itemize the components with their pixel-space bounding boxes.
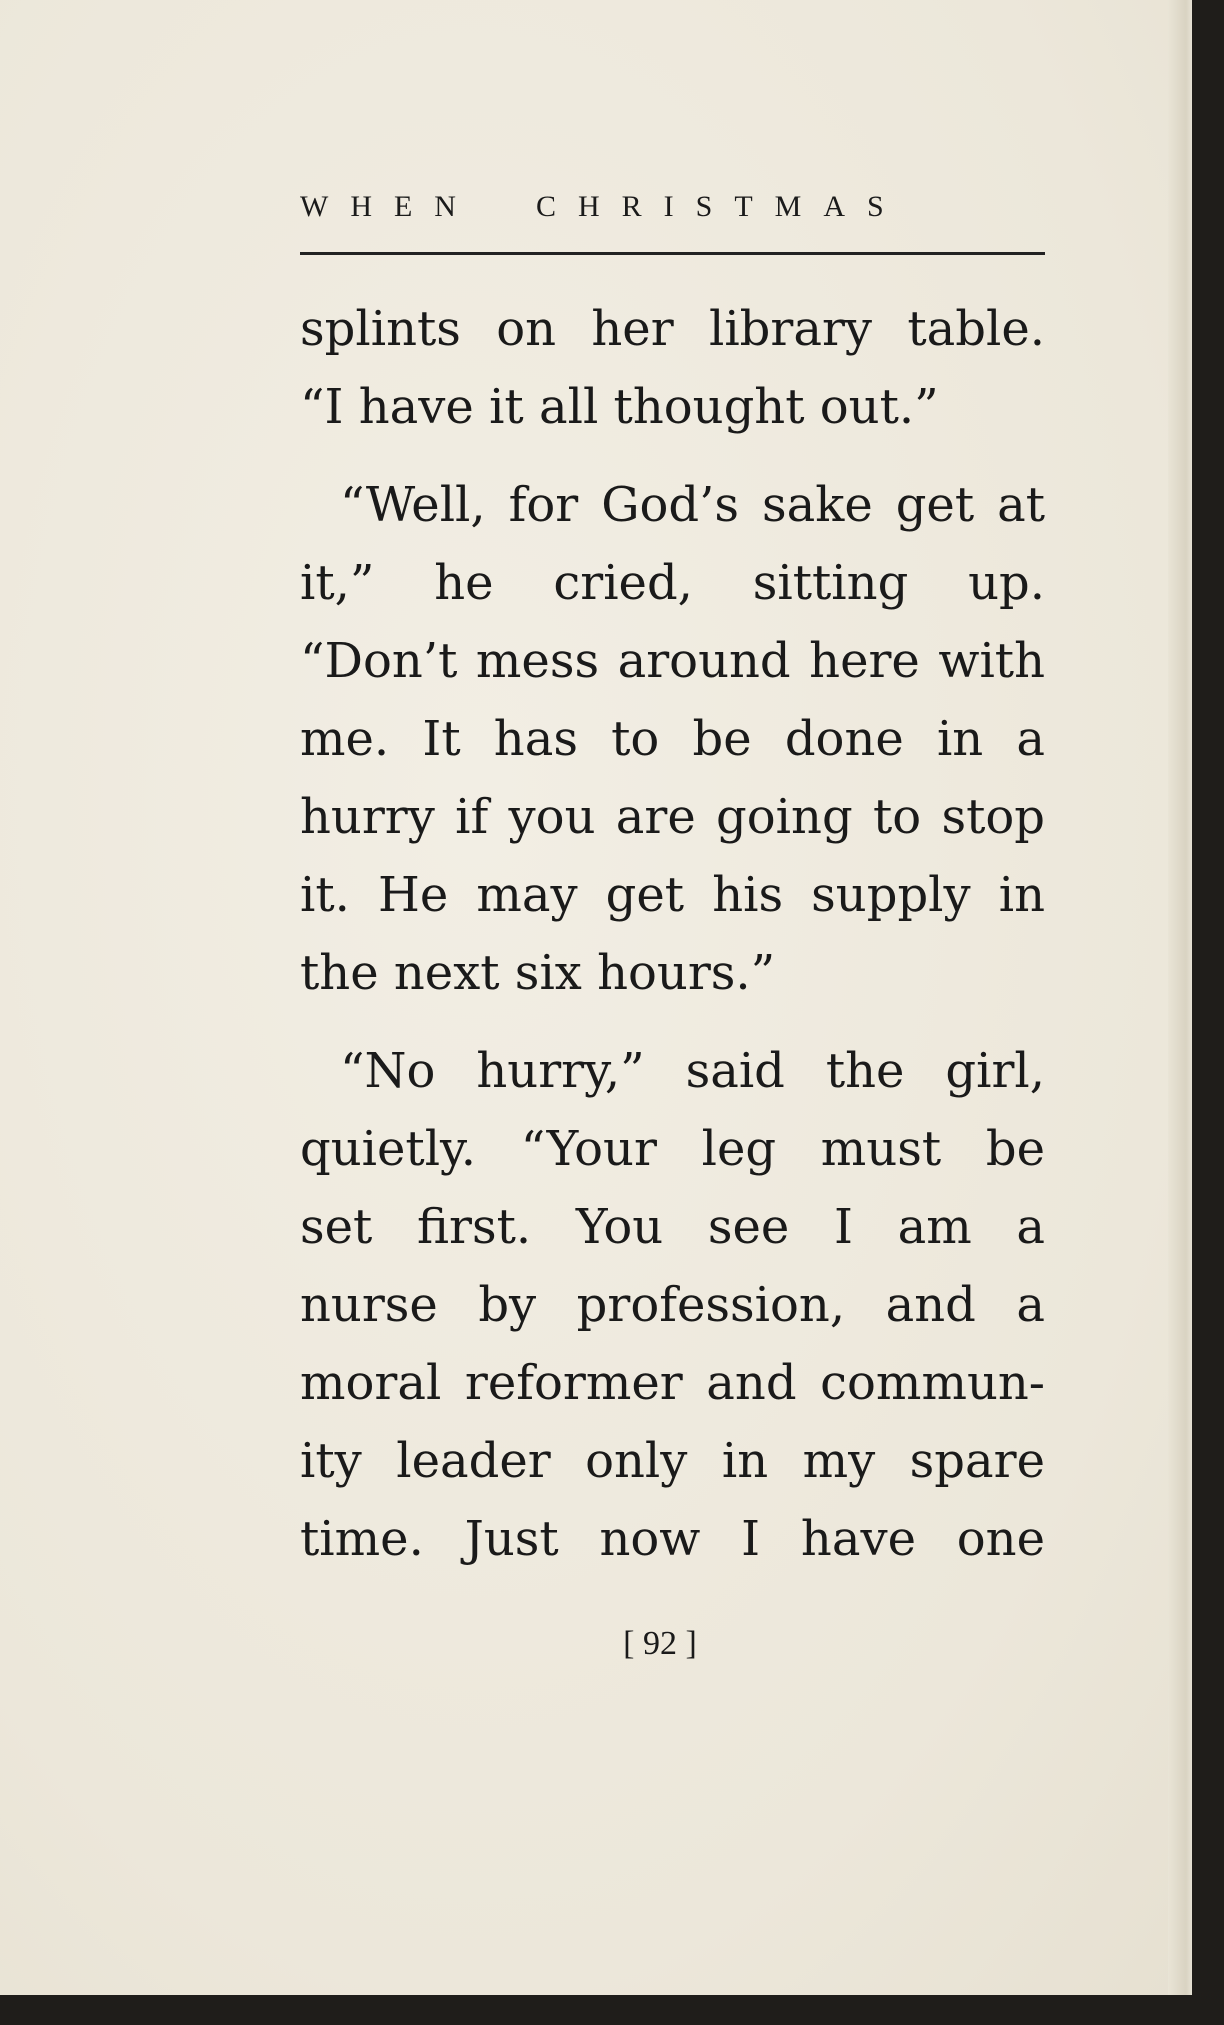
text-line: “Well, for God’s sake get at (340, 477, 1045, 533)
header-rule (300, 252, 1045, 255)
page-number-text: [ 92 ] (623, 1625, 697, 1662)
text-line: the next six hours.” (300, 945, 776, 1001)
text-line: me. It has to be done in a (300, 711, 1045, 767)
running-header-word-1: WHEN (300, 190, 478, 223)
running-header-word-2: CHRISTMAS (535, 190, 906, 223)
text-line: splints on her library table. (300, 301, 1045, 357)
text-line: moral reformer and commun- (300, 1355, 1045, 1411)
running-header (300, 190, 1045, 224)
text-line: ity leader only in my spare (300, 1433, 1045, 1489)
text-line: quietly. “Your leg must be (300, 1121, 1045, 1177)
text-line: “I have it all thought out.” (300, 379, 939, 435)
text-line: set first. You see I am a (300, 1199, 1045, 1255)
text-line: it. He may get his supply in (300, 867, 1045, 923)
text-line: nurse by profession, and a (300, 1277, 1045, 1333)
text-line: hurry if you are going to stop (300, 789, 1045, 845)
text-line: “Don’t mess around here with (300, 633, 1045, 689)
text-line: it,” he cried, sitting up. (300, 555, 1045, 611)
page-number (0, 1625, 1192, 1663)
text-line: “No hurry,” said the girl, (340, 1043, 1045, 1099)
text-line: time. Just now I have one (300, 1511, 1045, 1567)
body-text (300, 290, 1045, 1578)
page-edge (1168, 0, 1192, 1995)
